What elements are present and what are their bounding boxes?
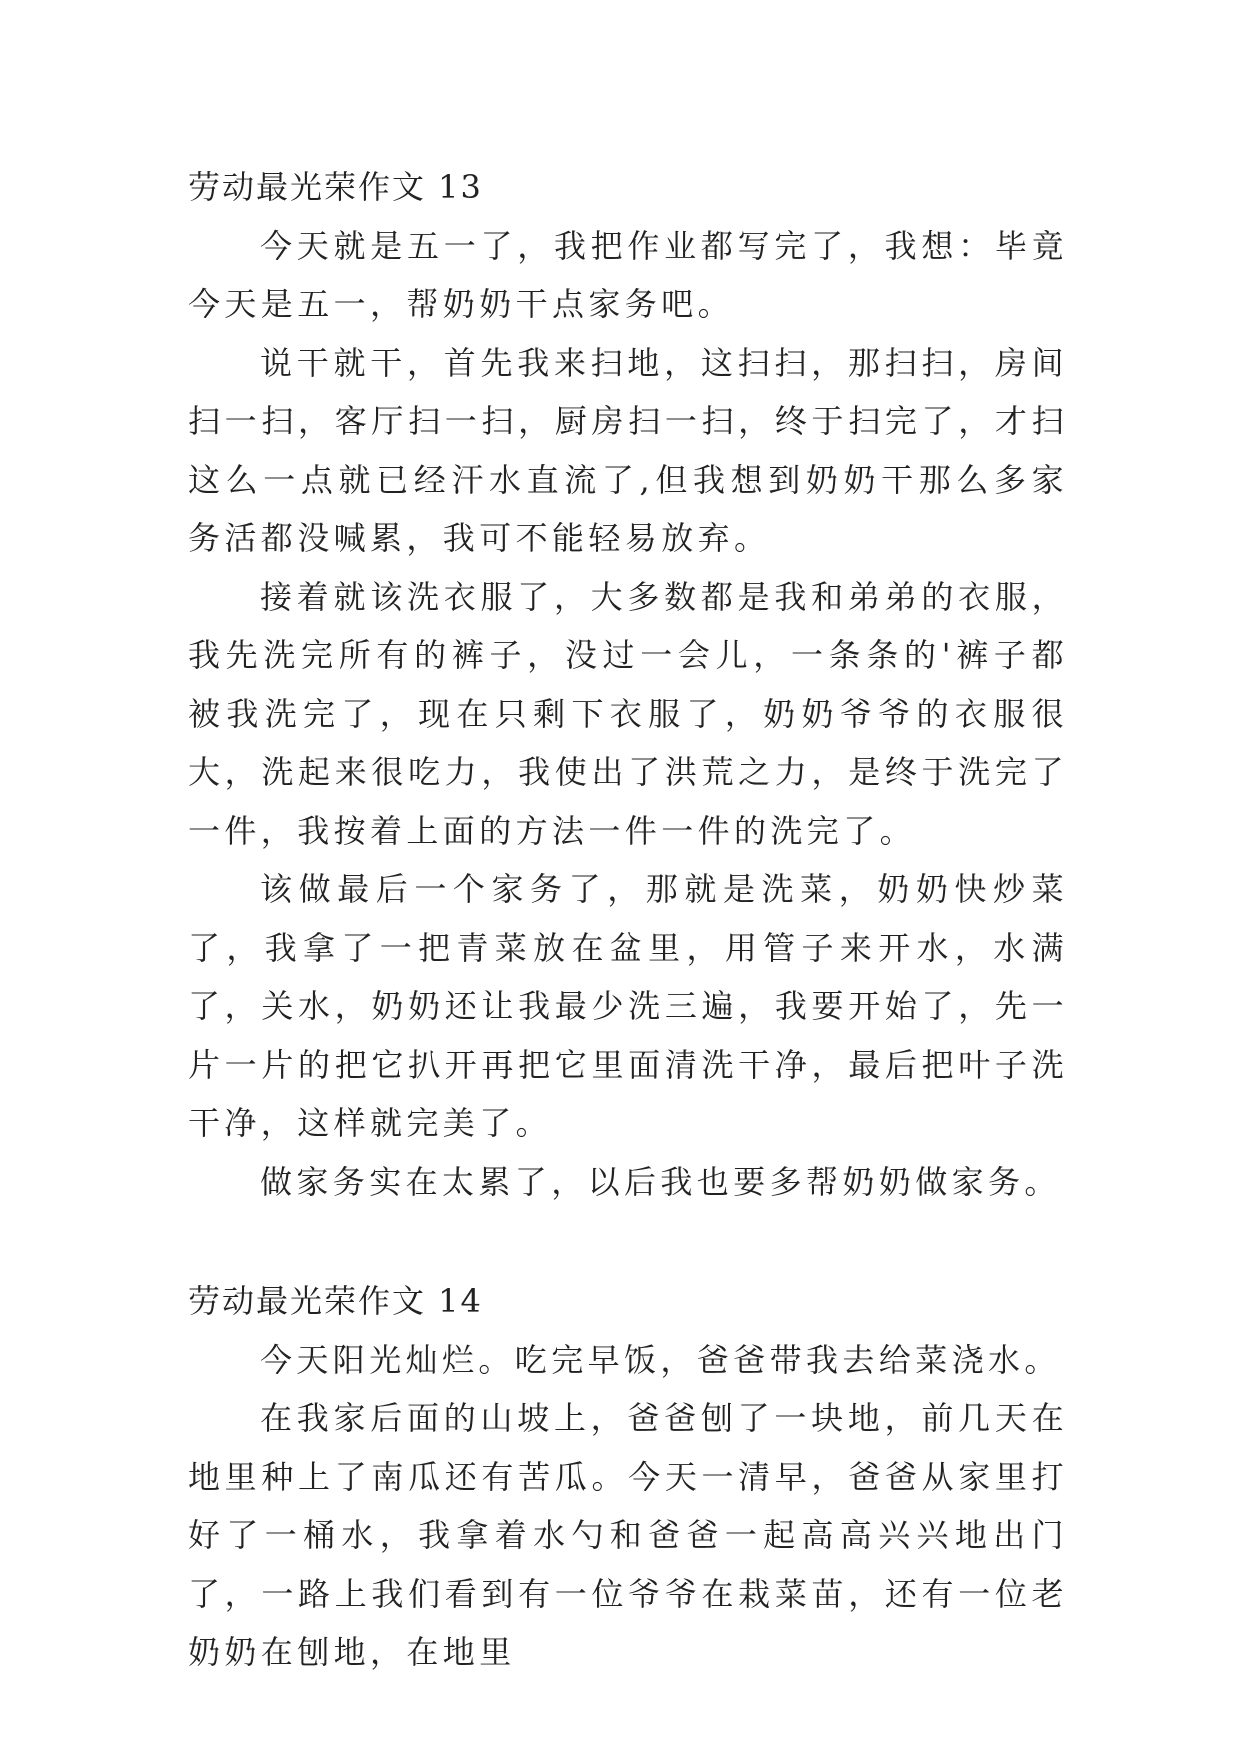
essay-paragraph: 说干就干，首先我来扫地，这扫扫，那扫扫，房间扫一扫，客厅扫一扫，厨房扫一扫，终于扫完了，才扫这么一点就已经汗水直流了,但我想到奶奶干那么多家务活都没喊累，我可不能轻易放弃。 — [188, 343, 1068, 557]
essay-section-14 — [188, 1272, 1068, 1682]
essay-paragraph: 做家务实在太累了，以后我也要多帮奶奶做家务。 — [260, 1162, 1061, 1201]
essay-paragraph: 在我家后面的山坡上，爸爸刨了一块地，前几天在地里种上了南瓜还有苦瓜。今天一清早，爸爸从家里打好了一桶水，我拿着水勺和爸爸一起高高兴兴地出门了，一路上我们看到有一位爷爷在栽菜苗，还有一位老奶奶在刨地，在地里 — [188, 1399, 1068, 1671]
document-body — [188, 158, 1068, 1682]
essay-title: 劳动最光荣作文 13 — [188, 168, 483, 206]
essay-paragraph: 该做最后一个家务了，那就是洗菜，奶奶快炒菜了，我拿了一把青菜放在盆里，用管子来开水，水满了，关水，奶奶还让我最少洗三遍，我要开始了，先一片一片的把它扒开再把它里面清洗干净，最后把叶子洗干净，这样就完美了。 — [188, 870, 1068, 1142]
essay-section-13 — [188, 158, 1068, 1211]
essay-paragraph: 接着就该洗衣服了，大多数都是我和弟弟的衣服，我先洗完所有的裤子，没过一会儿，一条条的'裤子都被我洗完了，现在只剩下衣服了，奶奶爷爷的衣服很大，洗起来很吃力，我使出了洪荒之力，是终于洗完了一件，我按着上面的方法一件一件的洗完了。 — [188, 577, 1068, 850]
essay-paragraph: 今天阳光灿烂。吃完早饭，爸爸带我去给菜浇水。 — [260, 1340, 1061, 1379]
essay-title: 劳动最光荣作文 14 — [188, 1282, 483, 1320]
essay-paragraph: 今天就是五一了，我把作业都写完了，我想：毕竟今天是五一，帮奶奶干点家务吧。 — [188, 226, 1068, 323]
